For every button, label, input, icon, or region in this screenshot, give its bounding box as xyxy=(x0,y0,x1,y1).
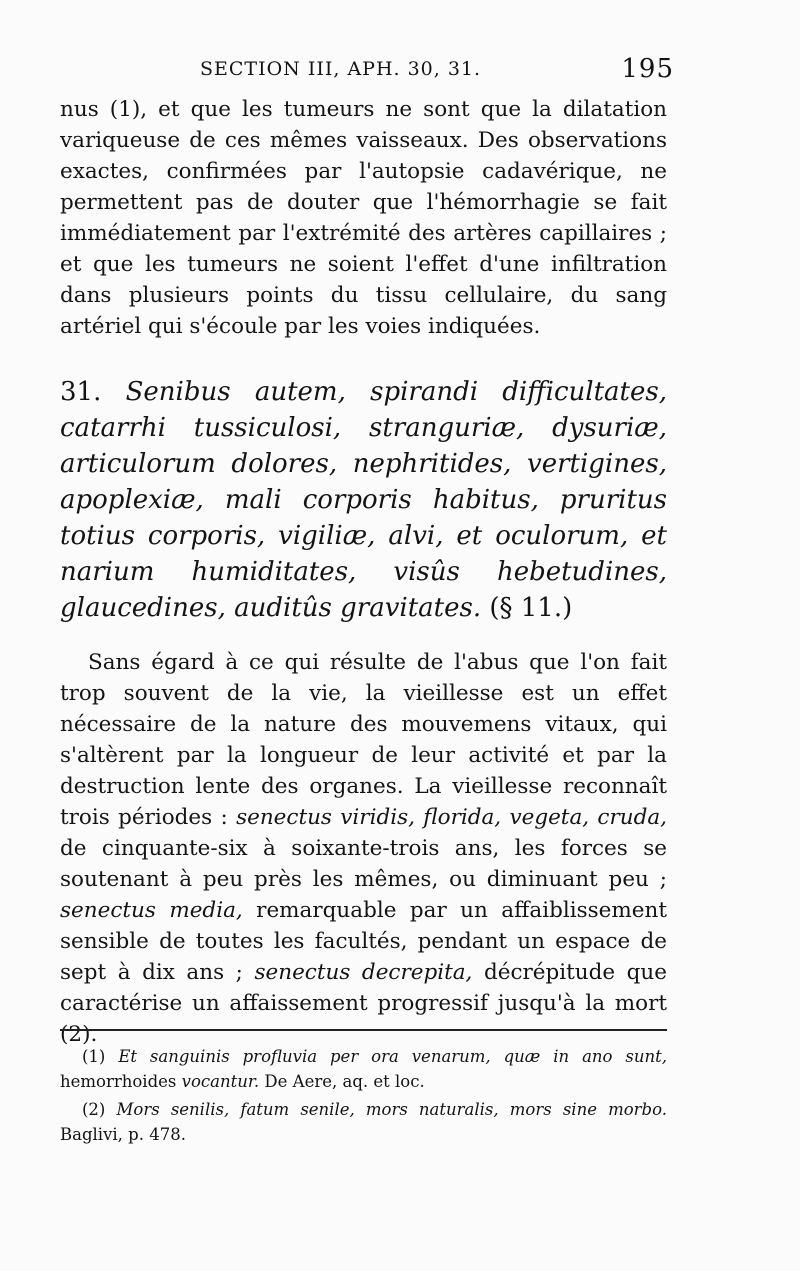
footnote-2-mark: (2) xyxy=(82,1100,106,1119)
footnote-2-latin: Mors senilis, fatum senile, mors naturalis, mors sine morbo. xyxy=(116,1100,668,1119)
aphorism-number: 31. xyxy=(60,377,102,407)
commentary-text-2: de cinquante-six à soixante-trois ans, les forces se soutenant à peu près les mêmes, ou diminuant peu ; xyxy=(60,836,667,892)
aphorism-31 xyxy=(60,374,667,626)
footnote-1-latin: Et sanguinis profluvia per ora venarum, quæ in ano sunt, xyxy=(118,1047,667,1066)
commentary-term-1: senectus viridis, florida, vegeta, cruda, xyxy=(236,805,667,830)
commentary-paragraph xyxy=(60,647,667,1050)
page-number: 195 xyxy=(621,54,674,84)
footnote-divider xyxy=(60,1029,667,1031)
footnote-2-source: Baglivi, p. 478. xyxy=(60,1125,186,1144)
footnote-1-mid: hemorrhoides xyxy=(60,1072,182,1091)
running-title: SECTION III, APH. 30, 31. xyxy=(200,58,482,80)
paragraph-continuation: nus (1), et que les tumeurs ne sont que la dilatation variqueuse de ces mêmes vaisseaux. Des observations exactes, confirmées par l'autopsie cadavérique, ne permettent pas de douter que l'hémorrhagie se fait immédiatement par l'extrémité des artères capillaires ; et que les tumeurs ne soient l'effet d'une infiltration dans plusieurs points du tissu cellulaire, du sang artériel qui s'écoule par les voies indiquées. xyxy=(60,97,667,339)
commentary-term-2: senectus media, xyxy=(60,898,243,923)
running-header xyxy=(200,54,674,84)
footnote-2 xyxy=(60,1097,667,1147)
footnote-1-mark: (1) xyxy=(82,1047,106,1066)
footnote-1 xyxy=(60,1044,667,1094)
footnotes xyxy=(60,1044,667,1150)
commentary-text-3: remarquable par un affaiblissement sensible de toutes les facultés, pendant un espace de sept à dix ans ; xyxy=(60,898,667,985)
aphorism-reference: (§ 11.) xyxy=(489,593,573,623)
commentary-text-4: décrépitude que caractérise un affaissement progressif jusqu'à la mort (2). xyxy=(60,960,667,1047)
footnote-1-vocantur: vocantur. xyxy=(181,1072,260,1091)
footnote-1-source: De Aere, aq. et loc. xyxy=(259,1072,425,1091)
aphorism-text: Senibus autem, spirandi difficultates, catarrhi tussiculosi, stranguriæ, dysuriæ, articulorum dolores, nephritides, vertigines, apoplexiæ, mali corporis habitus, pruritus totius corporis, vigiliæ, alvi, et oculorum, et narium humiditates, visûs hebetudines, glaucedines, auditûs gravitates. xyxy=(60,377,667,623)
commentary-term-3: senectus decrepita, xyxy=(254,960,473,985)
commentary-text-1: Sans égard à ce qui résulte de l'abus que l'on fait trop souvent de la vie, la vieillesse est un effet nécessaire de la nature des mouvemens vitaux, qui s'altèrent par la longueur de leur activité et par la destruction lente des organes. La vieillesse reconnaît trois périodes : xyxy=(60,650,667,830)
